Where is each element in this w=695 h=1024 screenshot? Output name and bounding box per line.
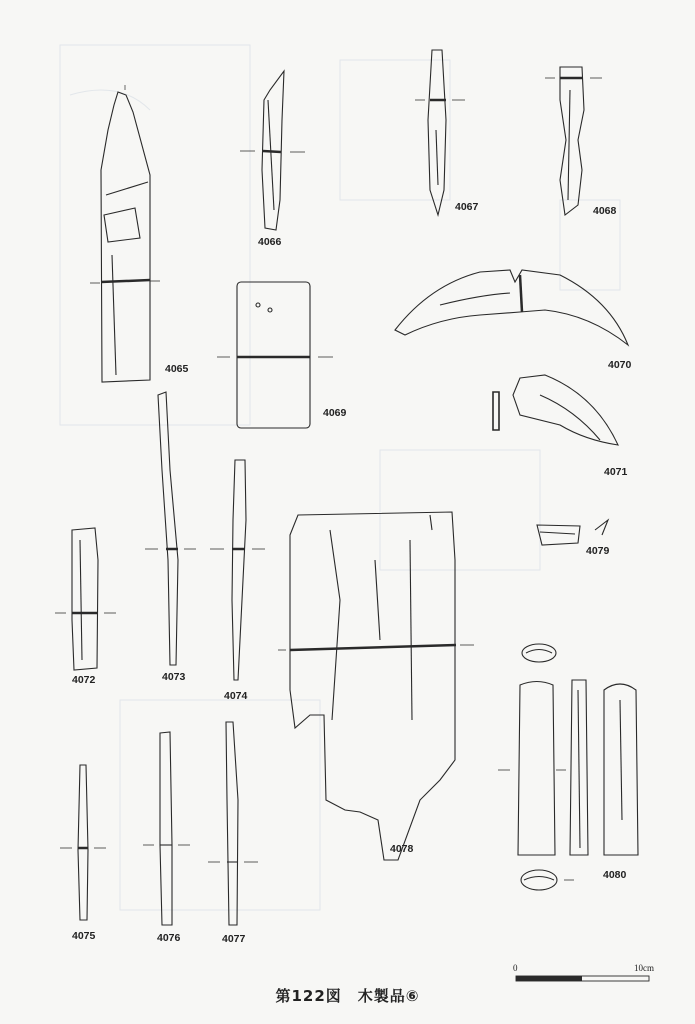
artifact-4070-drawing [395, 270, 628, 345]
artifact-4072-drawing [55, 528, 116, 670]
artifact-label-4072: 4072 [72, 674, 96, 686]
figure-caption: 第122図 木製品⑥ [275, 987, 420, 1005]
artifact-4076-drawing [143, 732, 190, 925]
artifact-label-4068: 4068 [593, 205, 617, 217]
scale-end-label: 10cm [634, 963, 654, 973]
artifact-label-4066: 4066 [258, 236, 282, 248]
artifact-4074-drawing [210, 460, 265, 680]
show-through-ghost [60, 45, 620, 910]
artifact-4080-drawing [498, 644, 638, 890]
artifact-label-4075: 4075 [72, 930, 96, 942]
artifact-label-4078: 4078 [390, 843, 414, 855]
artifact-label-4080: 4080 [603, 869, 627, 881]
artifact-label-4079: 4079 [586, 545, 610, 557]
artifact-4078-drawing [278, 512, 474, 860]
artifact-4075-drawing [60, 765, 106, 920]
artifact-4068-drawing [545, 67, 602, 215]
artifact-4069-drawing [217, 282, 333, 428]
artifact-label-4073: 4073 [162, 671, 186, 683]
artifact-label-4074: 4074 [224, 690, 248, 702]
artifact-label-4071: 4071 [604, 466, 628, 478]
scale-start-label: 0 [513, 963, 518, 973]
artifact-label-4076: 4076 [157, 932, 181, 944]
artifact-label-4067: 4067 [455, 201, 479, 213]
artifact-4077-drawing [208, 722, 258, 925]
artifact-4079-drawing [537, 520, 608, 545]
artifact-4067-drawing [415, 50, 465, 215]
artifact-4065-drawing [90, 85, 160, 382]
artifact-label-4069: 4069 [323, 407, 347, 419]
artifact-label-4077: 4077 [222, 933, 246, 945]
artifact-4073-drawing [145, 392, 196, 665]
artifact-label-4065: 4065 [165, 363, 189, 375]
artifact-label-4070: 4070 [608, 359, 632, 371]
artifact-4071-drawing [493, 375, 618, 445]
scale-bar [516, 976, 649, 981]
